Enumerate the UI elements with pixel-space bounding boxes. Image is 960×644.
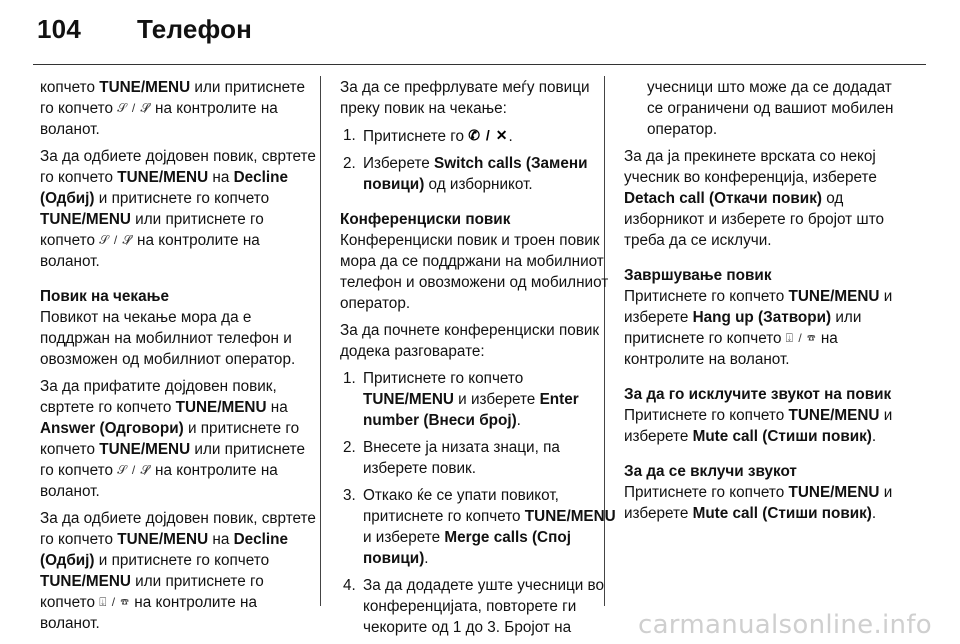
phone-voice-icon: 𝒮 / 𝒮̸ <box>117 463 151 477</box>
text: на контролите на воланот. <box>40 594 257 632</box>
text: За да додадете уште учесници во конференцијата, повторете ги чекорите од 1 до 3. Бројот на <box>363 577 605 636</box>
step-list <box>340 125 618 195</box>
text: Внесете ја низата знаци, па изберете повик. <box>363 439 560 477</box>
text: или притиснете го копчето <box>40 441 305 479</box>
phone-hangup-icon: ⍗ / ☎ <box>99 595 131 609</box>
text: и притиснете го копчето <box>94 552 270 569</box>
text: на <box>208 169 234 186</box>
text: и изберете <box>453 391 540 408</box>
section-heading: Завршување повик <box>624 267 772 284</box>
text: од изборникот. <box>424 176 533 193</box>
step-number: 4. <box>343 577 356 594</box>
text: и изберете <box>624 407 893 445</box>
menu-term: Merge calls (Спој повици) <box>363 529 571 567</box>
section-heading: За да се вклучи звукот <box>624 463 797 480</box>
paragraph <box>624 286 902 370</box>
text: или притиснете го копчето <box>624 309 862 347</box>
paragraph: За да се префрлувате меѓу повици преку повик на чекање: <box>340 79 590 117</box>
phone-answer-icon: ✆ / ✕ <box>468 127 509 143</box>
text: Изберете <box>363 155 435 172</box>
step-number: 2. <box>343 439 356 456</box>
list-item <box>340 437 618 479</box>
paragraph: Повикот на чекање мора да е поддржан на мобилниот телефон и овозможен од мобилниот оператор. <box>40 309 296 368</box>
phone-voice-icon: 𝒮 / 𝒮̸ <box>117 101 151 115</box>
text: и притиснете го копчето <box>40 420 300 458</box>
text: Притиснете го копчето <box>624 484 789 501</box>
menu-term: Mute call (Стиши повик) <box>692 505 872 522</box>
text: Откако ќе се упати повикот, притиснете го копчето <box>363 487 559 525</box>
paragraph: За да почнете конференциски повик додека разговарате: <box>340 322 600 360</box>
step-list <box>340 368 618 638</box>
text: За да одбиете дојдовен повик, свртете го копчето <box>40 510 316 548</box>
text: на контролите на воланот. <box>40 462 278 500</box>
menu-term: TUNE/MENU <box>40 573 131 590</box>
text: од изборникот и изберете го бројот што треба да се исклучи. <box>624 190 885 249</box>
phone-voice-icon: 𝒮 / 𝒮̸ <box>99 233 133 247</box>
paragraph: учесници што може да се додадат се ограничени од вашиот мобилен оператор. <box>647 79 894 138</box>
column-2 <box>340 77 618 644</box>
paragraph <box>624 405 902 447</box>
text: или притиснете го копчето <box>40 211 264 249</box>
menu-term: Decline (Одбиј) <box>40 169 289 207</box>
menu-term: TUNE/MENU <box>788 484 880 501</box>
menu-term: Switch calls (Замени повици) <box>363 155 588 193</box>
text: или притиснете го копчето <box>40 79 305 117</box>
list-item <box>340 485 618 569</box>
page-title: Телефон <box>137 14 253 44</box>
paragraph: Конференциски повик и троен повик мора да се поддржани на мобилниот телефон и овозможени од мобилниот оператор. <box>340 232 609 312</box>
step-number: 3. <box>343 487 356 504</box>
text: За да прифатите дојдовен повик, свртете го копчето <box>40 378 277 416</box>
text: . <box>516 412 521 429</box>
text: . <box>508 128 513 145</box>
page-header <box>37 14 252 45</box>
menu-term: Answer (Одговори) <box>40 420 184 437</box>
page-number: 104 <box>37 14 81 44</box>
paragraph <box>624 482 902 524</box>
paragraph <box>40 77 318 140</box>
header-rule <box>33 64 926 65</box>
text: на <box>208 531 234 548</box>
text: и изберете <box>363 529 445 546</box>
menu-term: Detach call (Откачи повик) <box>624 190 822 207</box>
paragraph <box>40 508 318 634</box>
menu-term: TUNE/MENU <box>117 169 209 186</box>
menu-term: TUNE/MENU <box>788 407 880 424</box>
text: . <box>871 428 877 445</box>
list-item <box>340 368 618 431</box>
text: и изберете <box>624 484 893 522</box>
text: Притиснете го копчето <box>363 370 524 387</box>
watermark: carmanualsonline.info <box>637 610 932 640</box>
menu-term: Decline (Одбиј) <box>40 531 289 569</box>
menu-term: TUNE/MENU <box>99 441 191 458</box>
menu-term: TUNE/MENU <box>40 211 131 228</box>
menu-term: TUNE/MENU <box>788 288 880 305</box>
menu-term: TUNE/MENU <box>524 508 616 525</box>
section-heading: За да го исклучите звукот на повик <box>624 386 892 403</box>
text: . <box>424 550 429 567</box>
text: на <box>266 399 288 416</box>
menu-term: TUNE/MENU <box>117 531 209 548</box>
list-item <box>340 125 618 147</box>
paragraph <box>40 146 318 272</box>
menu-term: Hang up (Затвори) <box>692 309 832 326</box>
text: За да ја прекинете врската со некој учесник во конференција, изберете <box>624 148 877 186</box>
text: . <box>871 505 877 522</box>
step-number: 1. <box>343 370 356 387</box>
text: и изберете <box>624 288 893 326</box>
text: Притиснете го копчето <box>624 288 789 305</box>
text: копчето <box>40 79 100 96</box>
list-item <box>340 153 618 195</box>
list-item <box>340 575 618 638</box>
section-heading: Повик на чекање <box>40 288 169 305</box>
step-number: 1. <box>343 127 356 144</box>
menu-term: TUNE/MENU <box>363 391 454 408</box>
menu-term: TUNE/MENU <box>99 79 191 96</box>
text: За да одбиете дојдовен повик, свртете го копчето <box>40 148 316 186</box>
column-1 <box>40 77 318 640</box>
text: и притиснете го копчето <box>94 190 270 207</box>
text: или притиснете го копчето <box>40 573 264 611</box>
paragraph <box>40 376 318 502</box>
menu-term: TUNE/MENU <box>175 399 267 416</box>
text: на контролите на воланот. <box>40 100 278 138</box>
column-3 <box>624 77 902 530</box>
column-divider-1 <box>320 76 321 606</box>
text: Притиснете го <box>363 128 469 145</box>
menu-term: Mute call (Стиши повик) <box>692 428 872 445</box>
text: на контролите на воланот. <box>40 232 260 270</box>
paragraph <box>624 146 902 251</box>
text: на контролите на воланот. <box>624 330 838 368</box>
text: Притиснете го копчето <box>624 407 789 424</box>
phone-hangup-icon: ⍗ / ☎ <box>785 331 817 345</box>
step-number: 2. <box>343 155 356 172</box>
section-heading: Конференциски повик <box>340 211 511 228</box>
menu-term: Enter number (Внеси број) <box>363 391 579 429</box>
